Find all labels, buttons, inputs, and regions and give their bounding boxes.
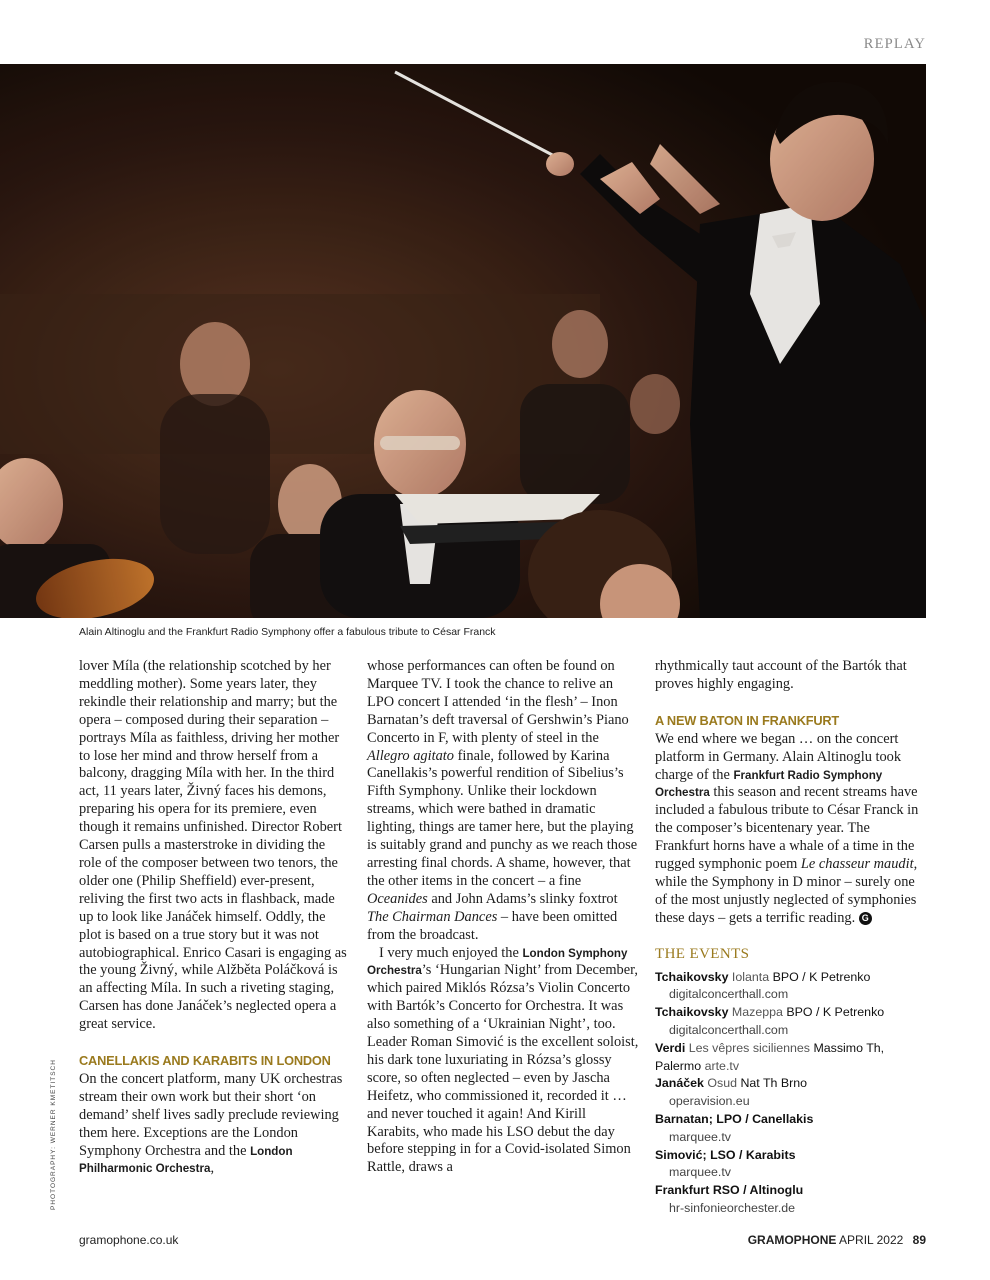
work-title: Oceanides [367, 890, 428, 907]
event-item [655, 1075, 927, 1111]
event-composer: Tchaikovsky [655, 1005, 729, 1020]
article-column-1 [79, 658, 351, 1178]
col1-text: On the concert platform, many UK orchestras stream their own work but their short ‘on demand’ shelf lives sadly preclude reviewing them here. Exceptions are the London Symphony Orchestra and the [79, 1070, 343, 1159]
orchestra-name-frankfurt: Frankfurt Radio Symphony Orchestra [655, 768, 883, 800]
col2-text: and John Adams’s slinky foxtrot [427, 890, 618, 907]
orchestra-name-lpo: London Philharmonic Orchestra [79, 1144, 293, 1176]
event-website[interactable]: marquee.tv [669, 1129, 731, 1144]
col1-paragraph-1: lover Míla (the relationship scotched by her meddling mother). Some years later, they rekindle their relationship and marry; but the opera – composed during their separation – portrays Míla as faithless, driving her mother to lose her mind and throw herself from a balcony, dragging Míla with her. In the third act, 11 years later, Živný faces his demons, preparing his opera for its premiere, even though it remains unfinished. Director Robert Carsen pulls a masterstroke in dividing the role of the composer between two tenors, the older one (Philip Sheffield) ever-present, reliving the first two acts in flashback, made up to look like Janáček himself. Oddly, the plot is based on a true story but it was not autobiographical. Enrico Casari is engaging as the young Živný, while Alžběta Poláčková is an affecting Míla. In such a riveting staging, Carsen has done Janáček’s neglected opera a great service. [79, 658, 347, 1033]
footer-website[interactable]: gramophone.co.uk [79, 1233, 179, 1247]
event-composer: Verdi [655, 1040, 686, 1055]
event-performers: Nat Th Brno [740, 1076, 808, 1091]
col2-paragraph-2 [367, 945, 639, 1178]
col2-text: ’s ‘Hungarian Night’ from December, which paired Miklós Rózsa’s Violin Concerto with Bartók’s Concerto for Orchestra. It was also something of a ‘Ukrainian Night’, too. Leader Roman Simović is the excellent soloist, his dark tone luxuriating in Rózsa’s glossy score, so often neglected – even by Jascha Heifetz, who commissioned it, recorded it … and never touched it again! And Kirill Karabits, who made his LSO debut the day before stepping in for a Covid-isolated Simon Rattle, draws a [367, 962, 639, 1176]
event-performers: Massimo Th, Palermo [655, 1040, 885, 1073]
col2-text: – have been omitted from the broadcast. [367, 908, 618, 943]
magazine-name: GRAMOPHONE [747, 1233, 837, 1247]
event-performers: Simović; LSO / Karabits [655, 1147, 796, 1162]
event-work: Osud [707, 1076, 737, 1091]
event-work: Iolanta [731, 969, 770, 984]
event-website[interactable]: operavision.eu [669, 1094, 750, 1109]
event-work: Les vêpres siciliennes [688, 1040, 810, 1055]
event-composer: Tchaikovsky [655, 969, 729, 984]
article-column-3 [655, 658, 927, 1218]
event-performers: Frankfurt RSO / Altinoglu [655, 1183, 804, 1198]
work-title: The Chairman Dances [367, 908, 498, 925]
event-work: Mazeppa [731, 1005, 783, 1020]
work-title: Allegro agitato [367, 747, 455, 764]
col3-paragraph-2 [655, 731, 927, 928]
col2-text: finale, followed by Karina Canellakis’s powerful rendition of Sibelius’s Fifth Symphony. Unlike their lockdown streams, which were bathed in dramatic lighting, things are tamer here, but the playing is suitably grand and punchy as we reach those arresting final chords. A shame, however, that the other items in the concert – a fine [367, 747, 638, 889]
event-item [655, 1040, 927, 1076]
event-website[interactable]: arte.tv [704, 1058, 740, 1073]
col2-text: I very much enjoyed the [379, 944, 523, 961]
col3-text: We end where we began … on the concert platform in Germany. Alain Altinoglu took charge of the [655, 730, 902, 783]
section-tag: REPLAY [863, 36, 926, 52]
gramophone-end-icon: G [859, 912, 872, 925]
orchestra-name-lso: London Symphony Orchestra [367, 946, 628, 978]
page-number: 89 [912, 1233, 926, 1247]
event-item [655, 1147, 927, 1183]
col3-text: this season and recent streams have included a fabulous tribute to César Franck in the composer’s bicentenary year. The Frankfurt horns have a whale of a time in the rugged symphonic poem [655, 784, 919, 873]
footer-issue [748, 1233, 926, 1247]
event-performers: BPO / K Petrenko [786, 1005, 885, 1020]
event-item [655, 969, 927, 1005]
event-website[interactable]: digitalconcerthall.com [669, 987, 789, 1002]
article-column-2 [367, 658, 639, 1177]
event-item [655, 1182, 927, 1218]
photo-credit: PHOTOGRAPHY: WERNER KMETITSCH [50, 1059, 57, 1210]
event-item [655, 1004, 927, 1040]
event-item [655, 1111, 927, 1147]
event-performers: Barnatan; LPO / Canellakis [655, 1111, 814, 1126]
event-performers: BPO / K Petrenko [772, 969, 871, 984]
work-title: Le chasseur maudit [800, 856, 914, 873]
col2-paragraph-1 [367, 658, 639, 945]
issue-date: APRIL 2022 [839, 1233, 904, 1247]
subheading-canellakis-karabits: CANELLAKIS AND KARABITS IN LONDON [79, 1053, 331, 1069]
photo-caption: Alain Altinoglu and the Frankfurt Radio Symphony offer a fabulous tribute to César Franck [79, 626, 496, 638]
event-website[interactable]: digitalconcerthall.com [669, 1022, 789, 1037]
event-website[interactable]: marquee.tv [669, 1165, 731, 1180]
subheading-new-baton: A NEW BATON IN FRANKFURT [655, 712, 840, 728]
col1-text: , [210, 1160, 215, 1177]
col1-paragraph-2 [79, 1071, 351, 1178]
col2-text: whose performances can often be found on Marquee TV. I took the chance to relive an LPO concert I attended ‘in the flesh’ – Inon Barnatan’s deft traversal of Gershwin’s Piano Concerto in F, with plenty of steel in the [367, 658, 629, 746]
events-title: THE EVENTS [655, 945, 750, 962]
event-website[interactable]: hr-sinfonieorchester.de [669, 1200, 796, 1215]
col3-text: , while the Symphony in D minor – surely one of the most unjustly neglected of symphonies these days – gets a terrific reading. [655, 856, 918, 926]
event-composer: Janáček [655, 1076, 704, 1091]
concert-photo [0, 64, 926, 618]
col3-paragraph-1: rhythmically taut account of the Bartók that proves highly engaging. [655, 658, 907, 692]
